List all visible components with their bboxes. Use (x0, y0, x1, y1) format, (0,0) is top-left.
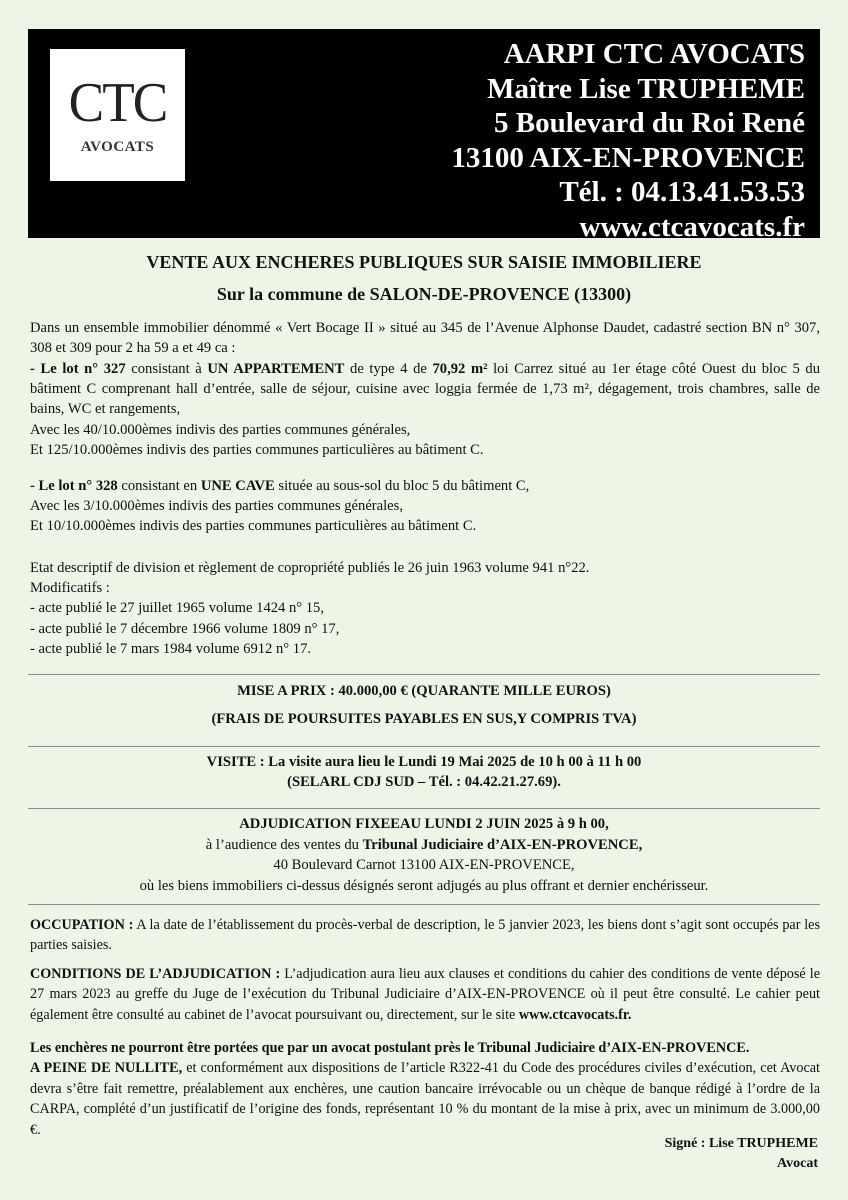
conditions-label: CONDITIONS DE L’ADJUDICATION : (30, 966, 281, 982)
header-banner (28, 29, 820, 243)
lot-328 (30, 476, 820, 537)
firm-contact (451, 37, 805, 244)
occupation-paragraph (30, 915, 820, 956)
lot-327-text-3: loi Carrez situé au 1er étage côté Ouest du bloc 5 du bâtiment C comprenant hall d’entrée, salle de séjour, cuisine avec loggia fermée de 1,73 m², dégagement, trois chambres, salle de bains, WC et rangements, (30, 361, 821, 418)
conditions-text: L’adjudication aura lieu aux clauses et conditions du cahier des conditions de vente déposé le 27 mars 2023 au greffe du Juge de l’exécution du Tribunal Judiciaire d’AIX-EN-PROVENCE où il peut être consulté. Le cahier peut également être consulté au cabinet de l’avocat poursuivant ou, directement, sur le site (30, 966, 820, 1023)
acte-item: - acte publié le 27 juillet 1965 volume 1424 n° 15, (30, 600, 325, 617)
acte-item: - acte publié le 7 décembre 1966 volume 1809 n° 17, (30, 620, 340, 637)
logo-mark: CTC (68, 72, 167, 134)
copropriete-section (30, 558, 820, 659)
encheres-paragraph (30, 1038, 820, 1140)
frais-poursuites: (FRAIS DE POURSUITES PAYABLES EN SUS,Y COMPRIS TVA) (211, 711, 637, 727)
lot-328-label: - Le lot n° 328 (30, 478, 118, 494)
nullite-clause (30, 1058, 820, 1140)
firm-street: 5 Boulevard du Roi René (494, 107, 805, 139)
lot-327-kind: UN APPARTEMENT (207, 361, 345, 377)
modificatifs-label: Modificatifs : (30, 580, 110, 597)
etat-descriptif: Etat descriptif de division et règlement de copropriété publiés le 26 juin 1963 volume 941 n°22. (30, 560, 590, 576)
nullite-text: et conformément aux dispositions de l’article R322-41 du Code des procédures civiles d’exécution, cet Avocat devra s’être fait remettre, préalablement aux enchères, une caution bancaire irrévocable ou un chèque de banque rédigé à l’ordre de la CARPA, complété d’un justificatif de l’origine des fonds, représentant 10 % du montant de la mise à prix, avec un minimum de 3.000,00 €. (30, 1060, 820, 1138)
conditions-paragraph (30, 964, 820, 1025)
signature (665, 1134, 818, 1174)
divider (28, 746, 820, 747)
lot-327-label: Le lot n° 327 (40, 361, 126, 377)
lawyer-name: Maître Lise TRUPHEME (487, 72, 805, 105)
court-address: 40 Boulevard Carnot 13100 AIX-EN-PROVENCE, (273, 857, 575, 873)
lot-328-text-1: consistant en (117, 478, 201, 494)
lot-327-surface: 70,92 m² (432, 361, 488, 377)
occupation-text: A la date de l’établissement du procès-verbal de description, le 5 janvier 2023, les biens dont s’agit sont occupés par les parties saisies. (30, 917, 820, 954)
firm-logo (50, 49, 185, 181)
lot-327-common-particular: Et 125/10.000èmes indivis des parties communes particulières au bâtiment C. (30, 441, 484, 458)
lot-328-text-2: située au sous-sol du bloc 5 du bâtiment C, (274, 478, 530, 494)
conditions-site: www.ctcavocats.fr. (518, 1006, 632, 1023)
adjudication-court (28, 835, 820, 856)
logo-subtitle: AVOCATS (80, 139, 155, 155)
occupation-label: OCCUPATION : (30, 917, 134, 933)
lot-327-description (30, 359, 820, 420)
encheres-avocat-requirement: Les enchères ne pourront être portées que par un avocat postulant près le Tribunal Judiciaire d’AIX-EN-PROVENCE. (30, 1040, 750, 1056)
mise-a-prix: MISE A PRIX : 40.000,00 € (QUARANTE MILLE EUROS) (237, 683, 611, 699)
firm-website: www.ctcavocats.fr (579, 210, 805, 243)
firm-phone: Tél. : 04.13.41.53.53 (559, 176, 805, 208)
acte-item: - acte publié le 7 mars 1984 volume 6912 n° 17. (30, 640, 312, 657)
lot-327-text-1: consistant à (125, 361, 208, 377)
firm-name: AARPI CTC AVOCATS (503, 38, 805, 70)
signature-title: Avocat (777, 1156, 818, 1171)
divider (28, 808, 820, 809)
adjudication-terms: où les biens immobiliers ci-dessus désignés seront adjugés au plus offrant et dernier enchérisseur. (139, 877, 709, 894)
notice-subtitle: Sur la commune de SALON-DE-PROVENCE (13300) (216, 284, 632, 304)
signature-name: Signé : Lise TRUPHEME (664, 1136, 818, 1151)
nullite-label: A PEINE DE NULLITE, (30, 1060, 183, 1077)
notice-title: VENTE AUX ENCHERES PUBLIQUES SUR SAISIE IMMOBILIERE (146, 252, 702, 272)
adjudication-date: ADJUDICATION FIXEEAU LUNDI 2 JUIN 2025 à 9 h 00, (239, 816, 609, 832)
intro-paragraph: Dans un ensemble immobilier dénommé « Vert Bocage II » situé au 345 de l’Avenue Alphonse Daudet, cadastré section BN n° 307, 308 et 309 pour 2 ha 59 a et 49 ca : (30, 320, 820, 357)
lot-327-text-2: de type 4 de (344, 361, 433, 377)
divider (28, 904, 820, 905)
adjudication-court-prefix: à l’audience des ventes du (205, 836, 363, 853)
lot-328-common-general: Avec les 3/10.000èmes indivis des parties communes générales, (30, 498, 403, 515)
lot-327-common-general: Avec les 40/10.000èmes indivis des parties communes générales, (30, 421, 411, 438)
visite-info: VISITE : La visite aura lieu le Lundi 19 Mai 2025 de 10 h 00 à 11 h 00 (206, 754, 642, 770)
firm-city: 13100 AIX-EN-PROVENCE (451, 141, 805, 174)
adjudication-court-name: Tribunal Judiciaire d’AIX-EN-PROVENCE, (362, 836, 643, 853)
adjudication-section (28, 814, 820, 896)
lot-327 (30, 359, 820, 460)
visite-contact: (SELARL CDJ SUD – Tél. : 04.42.21.27.69). (287, 774, 561, 790)
lot-327-dash: - (30, 361, 41, 377)
lot-328-common-particular: Et 10/10.000èmes indivis des parties communes particulières au bâtiment C. (30, 518, 477, 535)
lot-328-kind: UNE CAVE (200, 478, 275, 494)
lot-328-description (30, 476, 820, 496)
divider (28, 674, 820, 675)
